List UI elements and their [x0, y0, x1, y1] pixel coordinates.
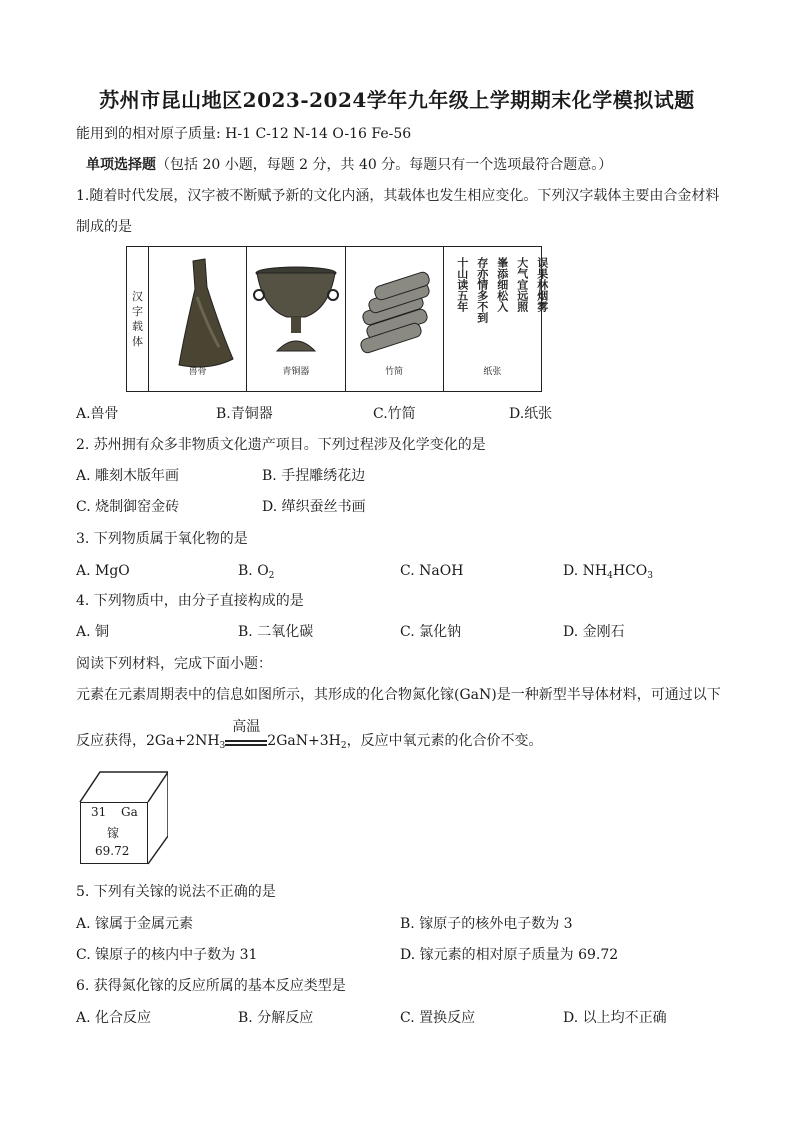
element-name: 镓 [107, 826, 120, 840]
image-cell-bronze [247, 247, 345, 391]
q6-stem: 6. 获得氮化镓的反应所属的基本反应类型是 [76, 978, 346, 994]
reaction-condition-label: 高温 [232, 719, 261, 735]
q1-image-table [126, 246, 549, 392]
element-symbol: Ga [121, 805, 138, 819]
q5-option-a: A. 镓属于金属元素 [76, 916, 194, 932]
q2-option-b: B. 手捏雕绣花边 [262, 468, 366, 484]
material-line1: 元素在元素周期表中的信息如图所示，其形成的化合物氮化镓(GaN)是一种新型半导体材料，可通过以下 [76, 687, 721, 703]
calligraphy-column: 误果林烟雾 [535, 257, 549, 312]
header-char: 体 [132, 335, 143, 348]
q6-option-d: D. 以上均不正确 [563, 1010, 667, 1026]
material-line2: 反应获得，$2Ga+2NH_3$ 高温 $2GaN+3H_2$，反应中氧元素的化合价不变。 [76, 719, 543, 751]
q4-option-c: C. 氯化钠 [400, 624, 462, 640]
q1-option-d: D.纸张 [509, 406, 553, 422]
q3-option-c: C. NaOH [400, 563, 464, 579]
q3-option-b: B. $O_2$ [238, 563, 275, 581]
calligraphy-column: 峯添细松入 [495, 257, 509, 312]
q2-stem: 2. 苏州拥有众多非物质文化遗产项目。下列过程涉及化学变化的是 [76, 437, 486, 453]
q1-option-c: C.竹简 [373, 406, 416, 422]
q1-stem-line2: 制成的是 [76, 219, 132, 235]
q6-option-a: A. 化合反应 [76, 1010, 152, 1026]
equation-right: 2GaN+3H [267, 733, 341, 749]
q3-option-a: A. MgO [76, 563, 130, 579]
calligraphy-image [452, 257, 550, 357]
equation-left: 2Ga+2NH [146, 733, 220, 749]
reaction-condition [225, 719, 267, 751]
q5-option-b: B. 镓原子的核外电子数为 3 [400, 916, 573, 932]
material-line2-post: ，反应中氧元素的化合价不变。 [346, 733, 543, 749]
q3-option-d: D. $NH_4HCO_3$ [563, 563, 653, 581]
q6-option-b: B. 分解反应 [238, 1010, 314, 1026]
material-line2-pre: 反应获得， [76, 733, 146, 749]
page-title: 苏州市昆山地区2023-2024学年九年级上学期期末化学模拟试题 [99, 88, 695, 112]
q4-option-a: A. 铜 [76, 624, 110, 640]
q4-option-d: D. 金刚石 [563, 624, 625, 640]
image-cell-bone [149, 247, 247, 391]
caption-bronze: 青铜器 [282, 367, 310, 377]
q1-option-a: A.兽骨 [76, 406, 119, 422]
section-name: 单项选择题 [86, 157, 156, 173]
section-note: （包括 20 小题，每题 2 分，共 40 分。每题只有一个选项最符合题意。） [156, 157, 613, 173]
atomic-masses: 能用到的相对原子质量: H-1 C-12 N-14 O-16 Fe-56 [76, 126, 412, 142]
atomic-mass: 69.72 [95, 844, 130, 858]
calligraphy-column: 存亦情多不到 [475, 257, 489, 323]
q3-option-b-text: B. O [238, 563, 269, 579]
q2-option-a: A. 雕刻木版年画 [76, 468, 180, 484]
material-intro: 阅读下列材料，完成下面小题： [76, 656, 272, 672]
header-char: 字 [132, 305, 143, 318]
q3-stem: 3. 下列物质属于氧化物的是 [76, 531, 248, 547]
q3-option-d-text: D. NH [563, 563, 608, 579]
section-heading [86, 155, 612, 175]
q2-option-d: D. 缂织蚕丝书画 [262, 499, 366, 515]
q5-option-c: C. 镍原子的核内中子数为 31 [76, 947, 258, 963]
calligraphy-column: 十山读五年 [455, 257, 469, 312]
q1-stem-line1: 1.随着时代发展，汉字被不断赋予新的文化内涵，其载体也发生相应变化。下列汉字载体主要由合金材料 [76, 188, 720, 204]
q4-stem: 4. 下列物质中，由分子直接构成的是 [76, 593, 304, 609]
element-cell-gallium [80, 802, 148, 864]
table-row-header [127, 247, 149, 391]
q5-stem: 5. 下列有关镓的说法不正确的是 [76, 884, 276, 900]
q4-option-b: B. 二氧化碳 [238, 624, 314, 640]
q2-option-c: C. 烧制御窑金砖 [76, 499, 180, 515]
image-cell-bamboo [346, 247, 444, 391]
header-char: 汉 [132, 290, 143, 303]
calligraphy-column: 大气宜远照 [515, 257, 529, 312]
q5-option-d: D. 镓元素的相对原子质量为 69.72 [400, 947, 619, 963]
q6-option-c: C. 置换反应 [400, 1010, 476, 1026]
header-char: 载 [132, 320, 143, 333]
q1-option-b: B.青铜器 [216, 406, 273, 422]
image-cell-paper [444, 247, 549, 391]
caption-bamboo: 竹简 [385, 367, 404, 377]
caption-paper: 纸张 [483, 367, 502, 377]
caption-bone: 兽骨 [188, 367, 207, 377]
atomic-number: 31 [91, 805, 107, 819]
